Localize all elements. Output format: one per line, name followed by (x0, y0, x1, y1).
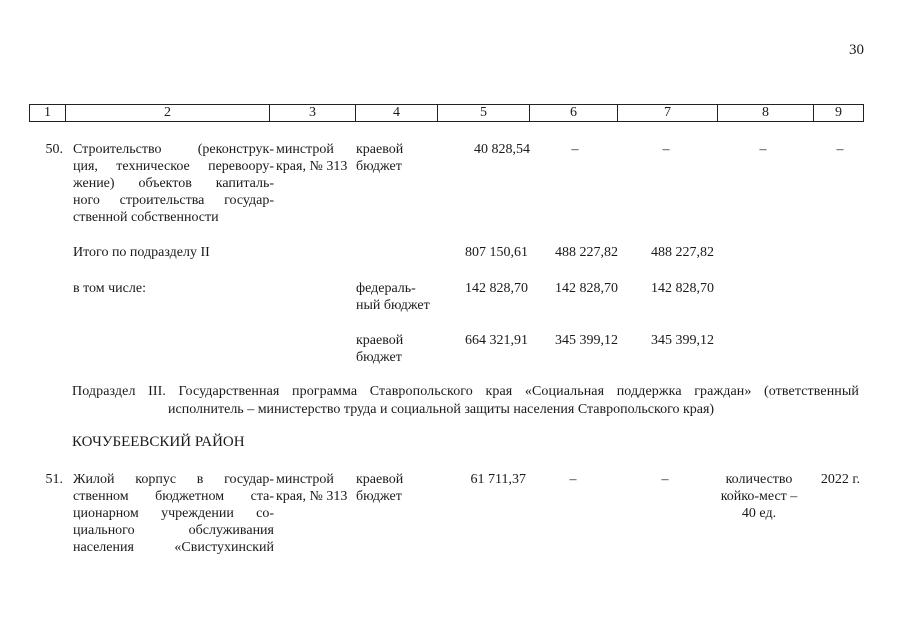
header-col-3: 3 (270, 105, 356, 122)
row-50-col9: – (836, 142, 844, 157)
header-col-6: 6 (530, 105, 618, 122)
row-51-executor-line: минстрой (276, 472, 334, 487)
row-50-executor-line: края, № 313 (276, 159, 348, 174)
federal-col5: 142 828,70 (465, 281, 528, 296)
row-50-budget-line: краевой (356, 142, 404, 157)
row-51-executor (276, 471, 356, 505)
row-51-col9: 2022 г. (820, 472, 860, 487)
row-51-col8-line: количество (725, 472, 793, 487)
header-row (30, 105, 864, 122)
subsection-heading-line-2: исполнитель – министерство труда и социальной защиты населения Ставропольского края) (168, 402, 715, 417)
row-51-col8-line: койко-мест – (720, 489, 798, 504)
row-50-executor (276, 141, 356, 175)
including-label: в том числе: (73, 281, 146, 296)
federal-budget-line: ный бюджет (356, 298, 430, 313)
subsection-heading-line-1: Подраздел III. Государственная программа Ставропольского края «Социальная поддержка граждан» (ответственный (72, 384, 859, 399)
federal-budget (356, 280, 446, 314)
subtotal-col6: 488 227,82 (555, 245, 618, 260)
row-50-name-line: жение) объектов капиталь- (73, 176, 274, 191)
row-50-col5: 40 828,54 (474, 142, 530, 157)
header-col-8: 8 (718, 105, 814, 122)
row-51-name (73, 471, 274, 556)
header-col-1: 1 (30, 105, 66, 122)
regional-col6: 345 399,12 (555, 333, 618, 348)
row-51-col8 (704, 471, 814, 522)
row-50-budget-line: бюджет (356, 159, 402, 174)
federal-budget-line: федераль- (356, 281, 416, 296)
row-50-name-line: ственной собственности (73, 210, 219, 225)
district-heading: КОЧУБЕЕВСКИЙ РАЙОН (72, 434, 245, 450)
row-50-name-line: Строительство (реконструк- (73, 142, 274, 157)
row-50-name-line: ция, техническое перевоору- (73, 159, 274, 174)
row-51-number: 51. (45, 472, 63, 487)
subtotal-col5: 807 150,61 (465, 245, 528, 260)
header-col-5: 5 (438, 105, 530, 122)
federal-col6: 142 828,70 (555, 281, 618, 296)
regional-col7: 345 399,12 (651, 333, 714, 348)
row-51-col7: – (661, 472, 669, 487)
column-header-table (29, 104, 864, 122)
regional-col5: 664 321,91 (465, 333, 528, 348)
page-number: 30 (849, 42, 864, 58)
row-50-number: 50. (45, 142, 63, 157)
row-51-name-line: Жилой корпус в государ- (73, 472, 274, 487)
row-50-name-line: ного строительства государ- (73, 193, 274, 208)
row-50-executor-line: минстрой (276, 142, 334, 157)
header-col-9: 9 (814, 105, 864, 122)
row-51-name-line: циального обслуживания (73, 523, 274, 538)
regional-budget-line: краевой (356, 333, 404, 348)
header-col-7: 7 (618, 105, 718, 122)
regional-budget-line: бюджет (356, 350, 402, 365)
row-51-name-line: населения «Свистухинский (73, 540, 274, 555)
row-51-col6: – (569, 472, 577, 487)
row-51-executor-line: края, № 313 (276, 489, 348, 504)
header-col-4: 4 (356, 105, 438, 122)
row-51-budget (356, 471, 414, 505)
row-50-col8: – (759, 142, 767, 157)
row-51-col5: 61 711,37 (470, 472, 526, 487)
subtotal-label: Итого по подразделу II (73, 245, 210, 260)
row-51-budget-line: краевой (356, 472, 404, 487)
header-col-2: 2 (66, 105, 270, 122)
regional-budget (356, 332, 446, 366)
row-51-name-line: ственном бюджетном ста- (73, 489, 274, 504)
row-50-budget (356, 141, 414, 175)
row-51-budget-line: бюджет (356, 489, 402, 504)
federal-col7: 142 828,70 (651, 281, 714, 296)
row-50-col7: – (662, 142, 670, 157)
row-50-col6: – (571, 142, 579, 157)
row-50-name (73, 141, 274, 226)
subtotal-col7: 488 227,82 (651, 245, 714, 260)
row-51-col8-line: 40 ед. (741, 506, 777, 521)
row-51-name-line: ционарном учреждении со- (73, 506, 274, 521)
